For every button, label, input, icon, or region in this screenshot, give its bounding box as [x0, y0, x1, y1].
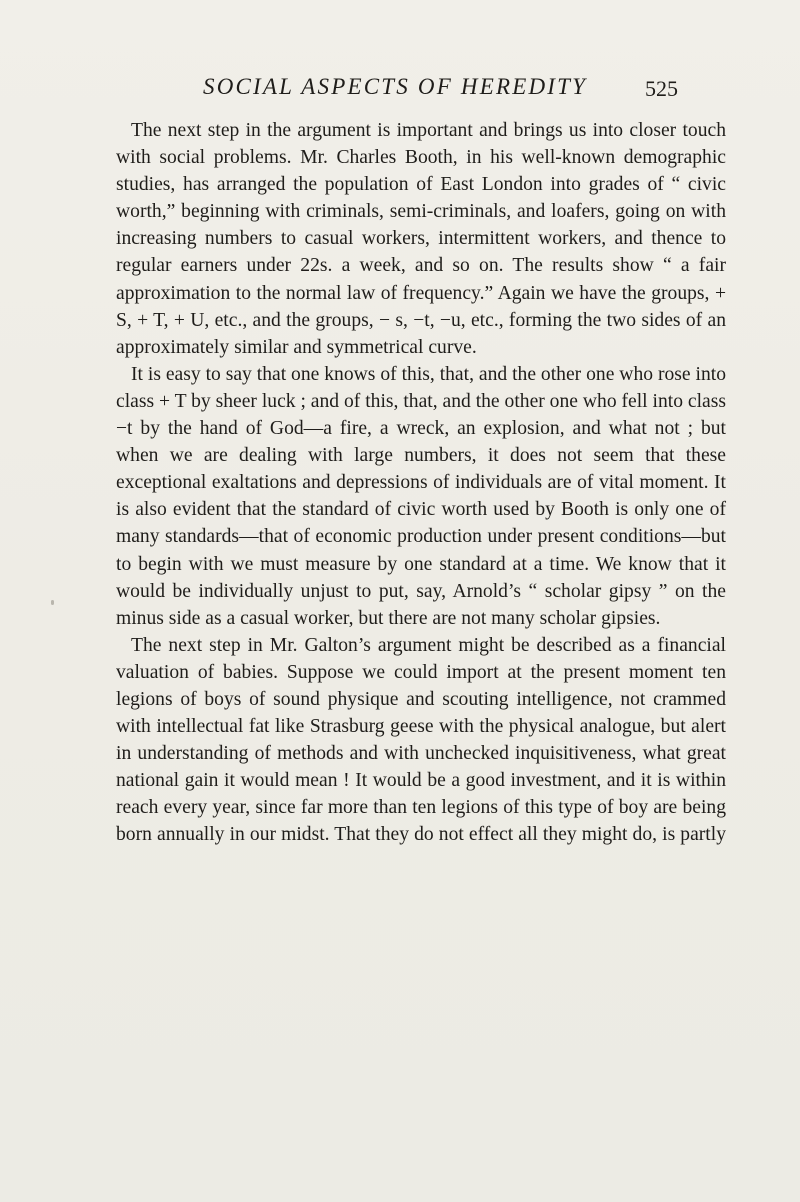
paper-speck	[51, 600, 54, 605]
paragraph-booth-grades: The next step in the argument is important and brings us into closer touch with social problems. Mr. Charles Booth, in his well-known demographic studies, has arranged the population of East London into grades of “ civic worth,” beginning with criminals, semi-criminals, and loafers, going on with increasing numbers to casual workers, intermittent workers, and thence to regular earners under 22s. a week, and so on. The results show “ a fair approximation to the normal law of frequency.” Again we have the groups, + S, + T, + U, etc., and the groups, − s, −t, −u, etc., forming the two sides of an approximately similar and symmetrical curve.	[116, 120, 726, 358]
page-header	[0, 66, 800, 106]
running-head: SOCIAL ASPECTS OF HEREDITY	[203, 74, 588, 99]
paragraph-civic-worth: It is easy to say that one knows of this, that, and the other one who rose into class + T by sheer luck ; and of this, that, and the other one who fell into class −t by the hand of God—a fire, a wreck, an explosion, and what not ; but when we are dealing with large numbers, it does not seem that these exceptional exaltations and depressions of individuals are of vital moment. It is also evident that the standard of civic worth used by Booth is only one of many standards—that of economic production under present conditions—but to begin with we must measure by one standard at a time. We know that it would be individually unjust to put, say, Arnold’s “ scholar gipsy ” on the minus side as a casual worker, but there are not many scholar gipsies.	[116, 363, 726, 629]
page-number: 525	[645, 76, 678, 101]
paragraph-valuation-of-babies: The next step in Mr. Galton’s argument might be described as a financial valuation of babies. Suppose we could import at the present moment ten legions of boys of sound physique and scouting intelligence, not crammed with intellectual fat like Strasburg geese with the physical analogue, but alert in understanding of methods and with unchecked inquisitiveness, what great national gain it would mean ! It would be a good investment, and it is within reach every year, since far more than ten legions of this type of boy are being born annually in our midst. That they do not effect all they might do, is partly	[116, 634, 726, 846]
body-text	[116, 117, 726, 849]
